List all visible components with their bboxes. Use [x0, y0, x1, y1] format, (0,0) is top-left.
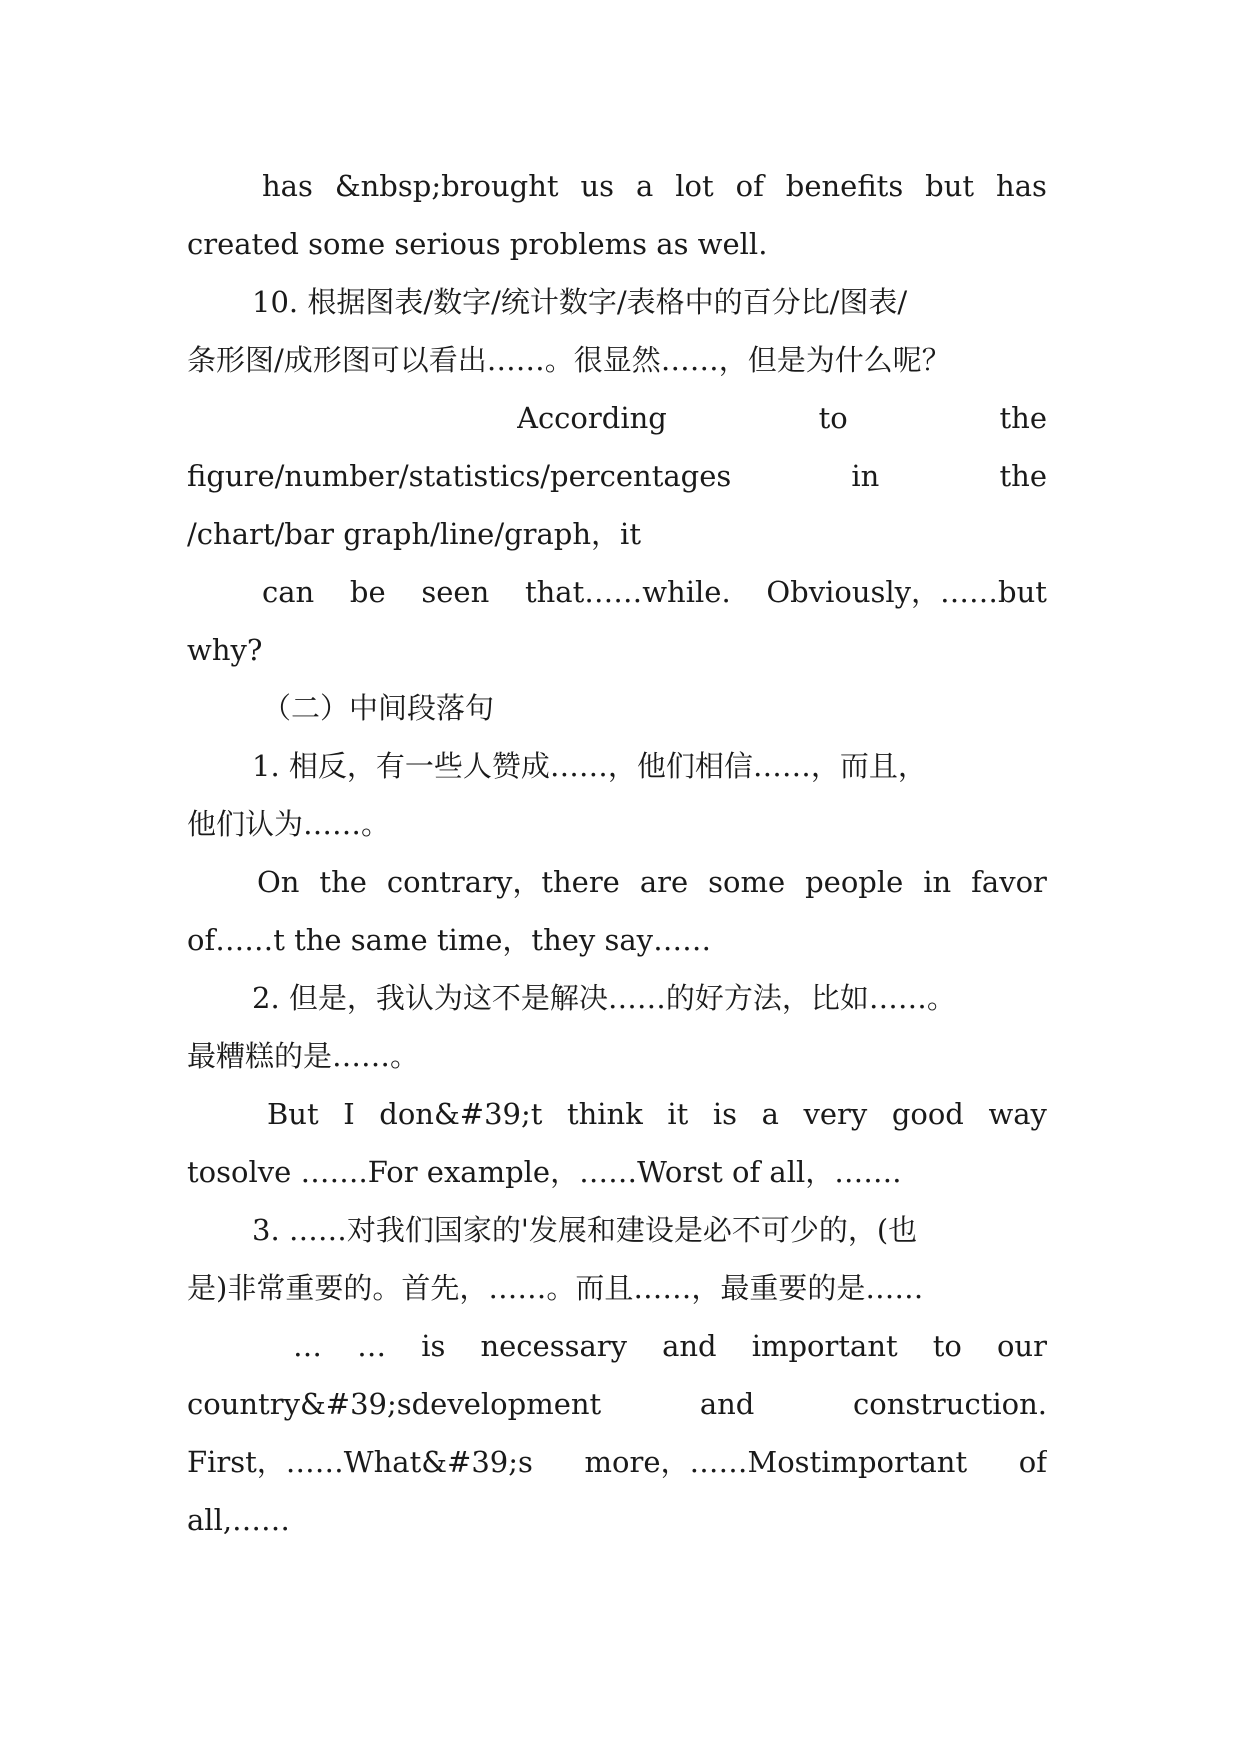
word: is	[712, 1097, 738, 1131]
section-heading: （二）中间段落句	[262, 691, 495, 725]
word: important	[751, 1329, 898, 1363]
word: has	[996, 169, 1047, 203]
word: Obviously，……but	[766, 575, 1047, 609]
text-line-8	[262, 566, 1047, 618]
word: be	[349, 575, 386, 609]
word: favor	[971, 865, 1047, 899]
text-line-14: of……t the same time，they say……	[187, 923, 712, 957]
word: some	[708, 865, 786, 899]
word: in	[923, 865, 952, 899]
word: can	[262, 575, 315, 609]
text-line-7: /chart/bar graph/line/graph，it	[187, 517, 641, 551]
word: good	[891, 1097, 964, 1131]
text-line-21	[293, 1320, 1047, 1372]
text-line-17	[267, 1088, 1047, 1140]
word: of	[735, 169, 764, 203]
text-line-20: 是)非常重要的。首先，……。而且……，最重要的是……	[187, 1271, 924, 1305]
word: country&#39;sdevelopment	[187, 1387, 602, 1421]
text-line-13	[257, 856, 1047, 908]
word: is	[421, 1329, 446, 1363]
word: think	[566, 1097, 643, 1131]
word: I	[343, 1097, 355, 1131]
word: the	[999, 459, 1047, 493]
word: contrary，there	[386, 865, 620, 899]
word: that……while.	[524, 575, 731, 609]
text-line-6	[187, 450, 1047, 502]
word: but	[925, 169, 975, 203]
text-line-11: 1. 相反，有一些人赞成……，他们相信……，而且，	[252, 749, 927, 783]
word: to	[818, 401, 848, 435]
word: in	[851, 459, 880, 493]
text-line-19: 3. ……对我们国家的'发展和建设是必不可少的，(也	[252, 1213, 918, 1247]
text-line-15: 2. 但是，我认为这不是解决……的好方法，比如……。	[252, 981, 956, 1015]
word: construction.	[853, 1387, 1047, 1421]
text-line-4: 条形图/成形图可以看出……。很显然……，但是为什么呢？	[187, 343, 951, 377]
word: a	[636, 169, 654, 203]
word: has	[262, 169, 313, 203]
word: way	[988, 1097, 1047, 1131]
word: us	[580, 169, 615, 203]
word: …	[293, 1329, 322, 1363]
word: and	[662, 1329, 717, 1363]
text-line-5	[517, 392, 1047, 444]
text-line-9: why?	[187, 633, 263, 667]
word: people	[805, 865, 904, 899]
word: of	[1018, 1445, 1047, 1479]
word: and	[699, 1387, 755, 1421]
text-line-3: 10. 根据图表/数字/统计数字/表格中的百分比/图表/	[252, 285, 908, 319]
word: benefits	[785, 169, 904, 203]
text-line-2: created some serious problems as well.	[187, 227, 768, 261]
word: the	[999, 401, 1047, 435]
text-line-1	[262, 160, 1047, 212]
word: very	[803, 1097, 868, 1131]
word: &nbsp;brought	[334, 169, 559, 203]
word: …	[357, 1329, 387, 1363]
word: don&#39;t	[379, 1097, 543, 1131]
word: the	[319, 865, 367, 899]
word: to	[932, 1329, 962, 1363]
word: First，……What&#39;s	[187, 1445, 533, 1479]
word: more，……Mostimportant	[584, 1445, 968, 1479]
text-line-12: 他们认为……。	[187, 807, 391, 841]
text-line-18: tosolve …….For example，……Worst of all，…….	[187, 1155, 902, 1189]
word: But	[267, 1097, 319, 1131]
word: figure/number/statistics/percentages	[187, 459, 732, 493]
text-line-16: 最糟糕的是……。	[187, 1039, 420, 1073]
word: seen	[421, 575, 490, 609]
word: necessary	[480, 1329, 627, 1363]
word: On	[257, 865, 300, 899]
word: According	[517, 401, 667, 435]
word: our	[996, 1329, 1047, 1363]
word: lot	[675, 169, 714, 203]
word: are	[639, 865, 689, 899]
text-line-22	[187, 1378, 1047, 1430]
word: a	[761, 1097, 779, 1131]
text-line-24: all,……	[187, 1503, 291, 1537]
word: it	[667, 1097, 689, 1131]
text-line-23	[187, 1436, 1047, 1488]
